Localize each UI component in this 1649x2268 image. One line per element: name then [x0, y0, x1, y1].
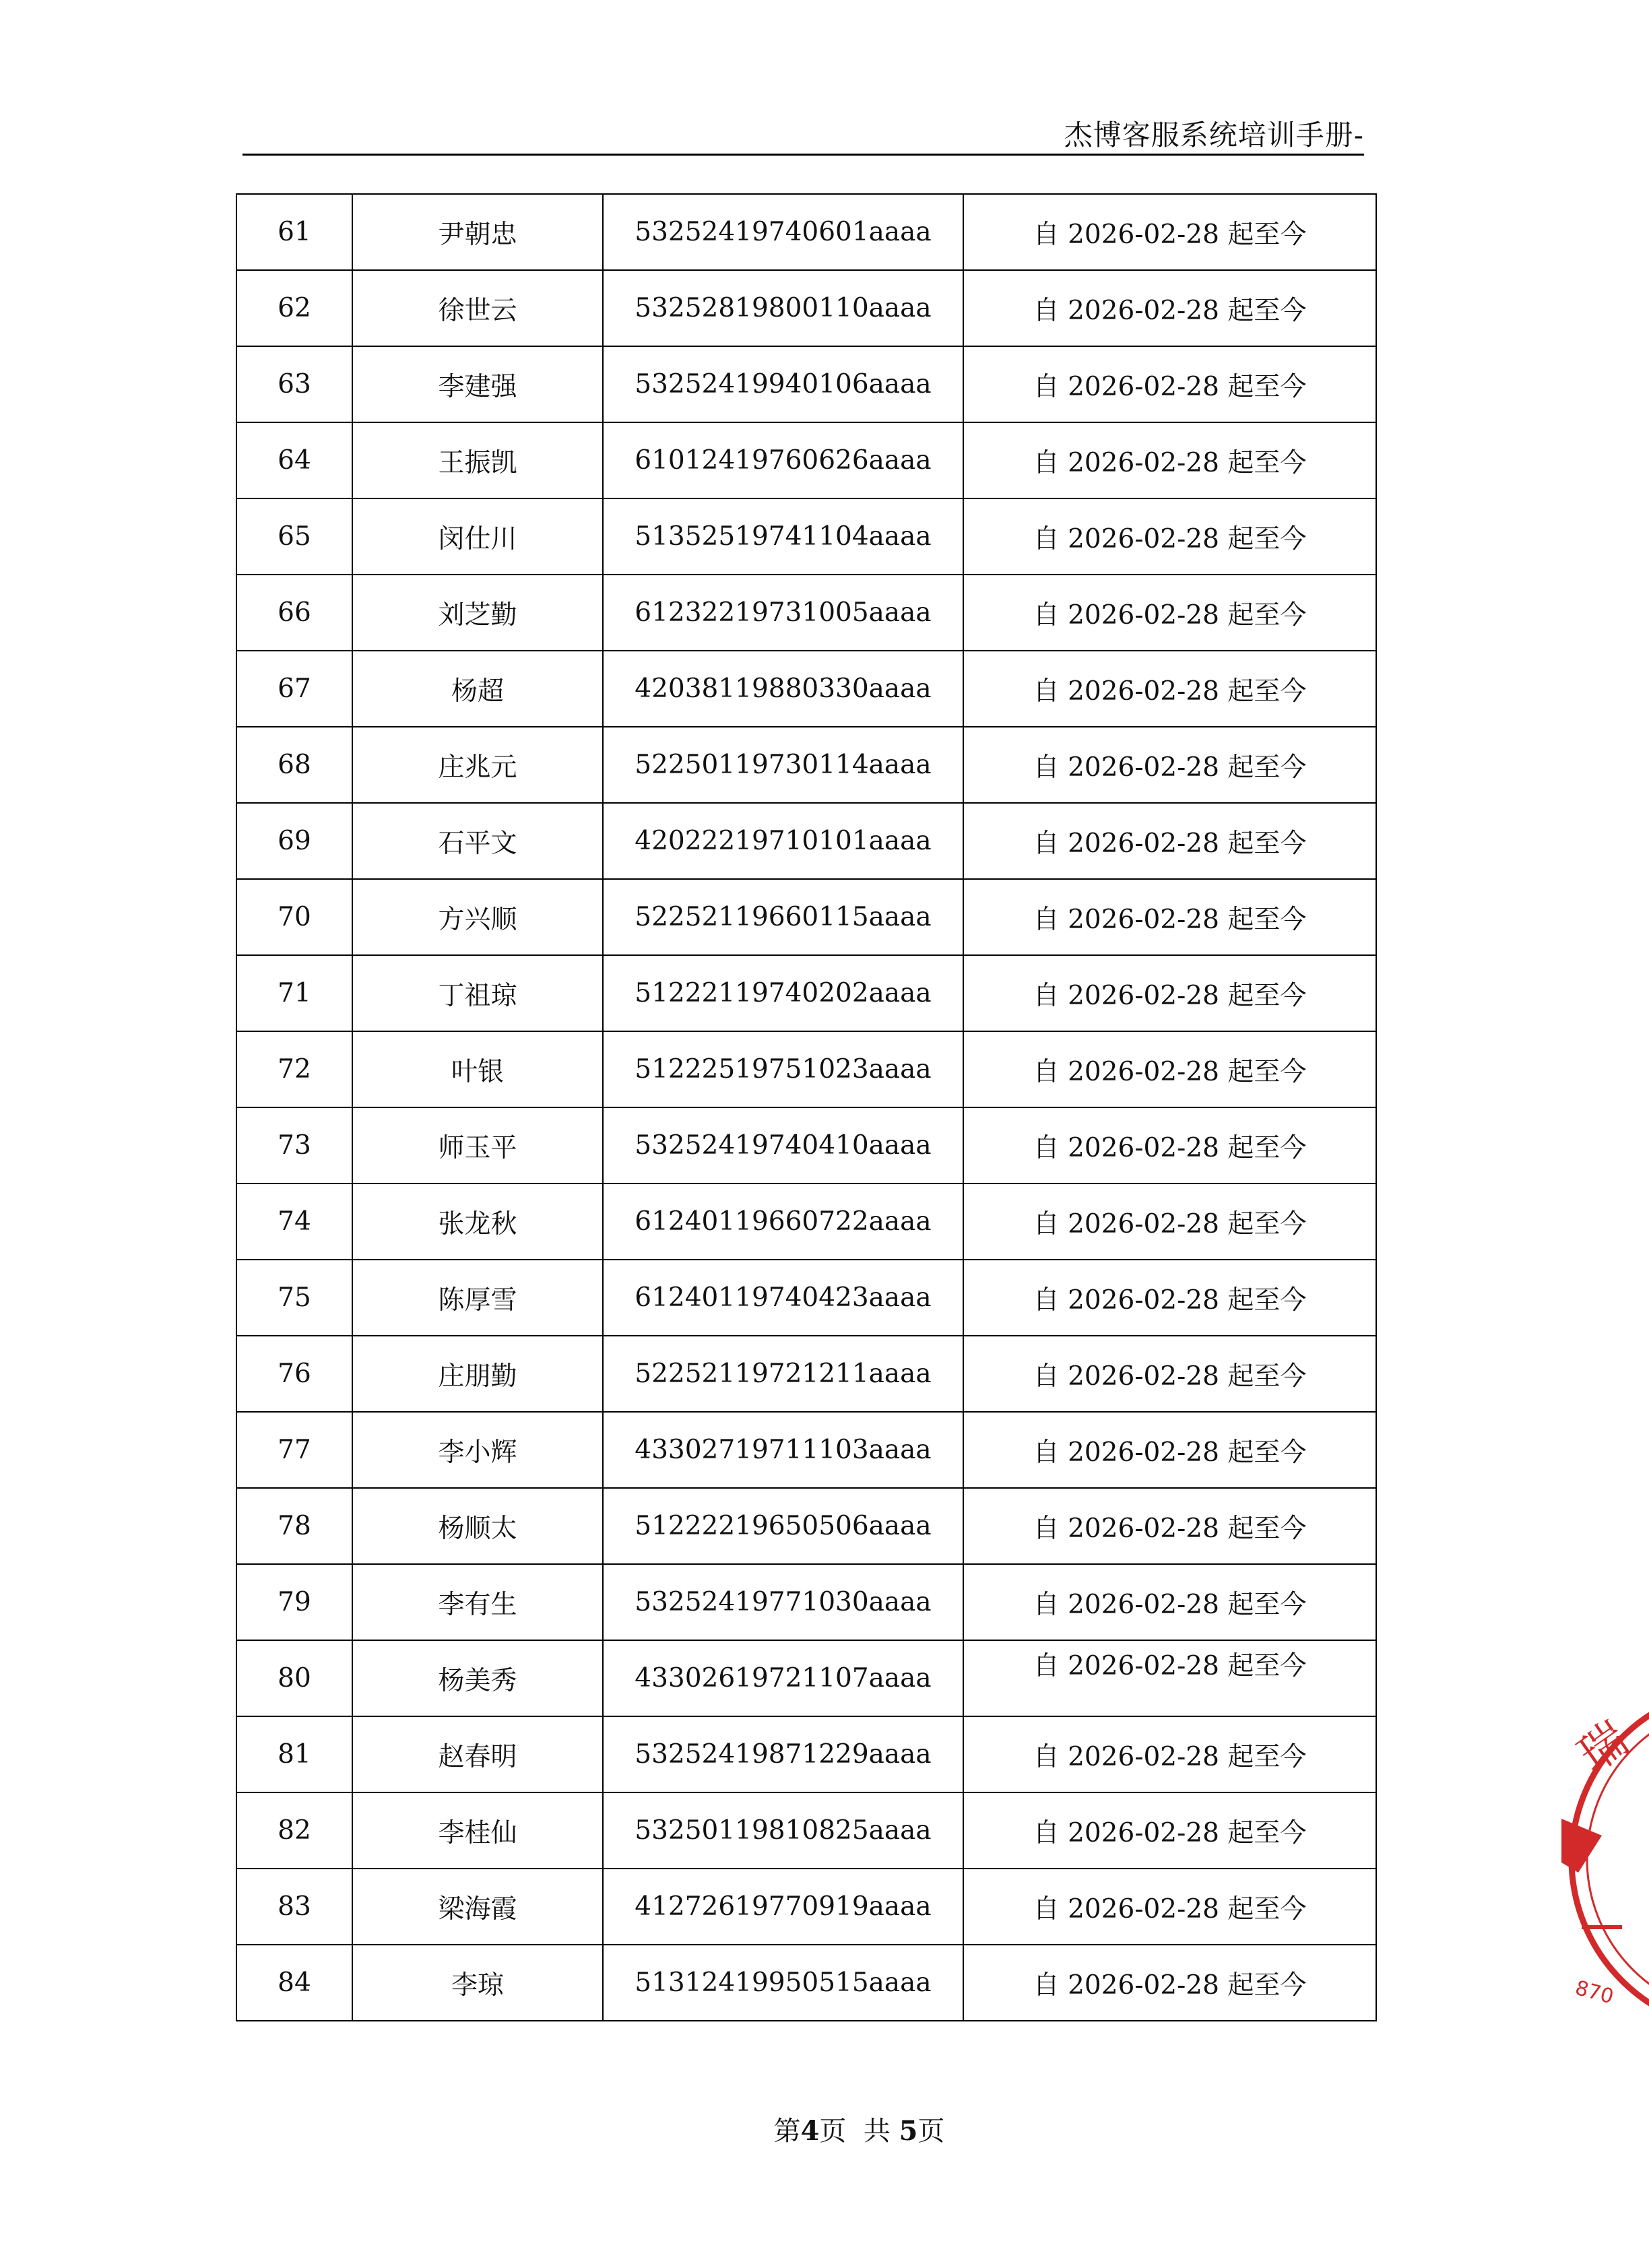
row-index: 79: [236, 1564, 352, 1640]
row-period: 自 2026-02-28 起至今: [963, 270, 1376, 346]
row-period: 自 2026-02-28 起至今: [963, 803, 1376, 879]
row-id-number: 52252119721211aaaa: [603, 1336, 963, 1412]
row-index: 77: [236, 1412, 352, 1488]
row-period: 自 2026-02-28 起至今: [963, 1945, 1376, 2021]
row-index: 76: [236, 1336, 352, 1412]
row-index: 83: [236, 1869, 352, 1945]
page-header: [243, 108, 1364, 156]
row-index: 74: [236, 1184, 352, 1260]
row-name: 李建强: [352, 346, 603, 422]
row-index: 65: [236, 498, 352, 575]
table-row: [236, 1640, 1376, 1716]
table-row: [236, 651, 1376, 727]
roster-table-body: [236, 194, 1376, 2021]
row-id-number: 43302619721107aaaa: [603, 1640, 963, 1716]
footer-total-pages: 5: [899, 2115, 918, 2147]
row-id-number: 41272619770919aaaa: [603, 1869, 963, 1945]
row-index: 64: [236, 422, 352, 498]
row-index: 66: [236, 575, 352, 651]
row-name: 方兴顺: [352, 879, 603, 955]
footer-prefix: 第: [773, 2116, 801, 2147]
row-name: 闵仕川: [352, 498, 603, 575]
row-id-number: 42038119880330aaaa: [603, 651, 963, 727]
header-title: 杰博客服系统培训手册-: [1064, 119, 1364, 152]
row-period: 自 2026-02-28 起至今: [963, 1488, 1376, 1564]
row-name: 张龙秋: [352, 1184, 603, 1260]
row-index: 75: [236, 1260, 352, 1336]
table-row: [236, 803, 1376, 879]
table-row: [236, 498, 1376, 575]
row-period: 自 2026-02-28 起至今: [963, 1107, 1376, 1184]
row-id-number: 53252419740601aaaa: [603, 194, 963, 270]
footer-suffix: 页: [917, 2116, 945, 2147]
row-name: 李琼: [352, 1945, 603, 2021]
table-row: [236, 727, 1376, 803]
table-row: [236, 346, 1376, 422]
row-period: 自 2026-02-28 起至今: [963, 1792, 1376, 1869]
table-row: [236, 194, 1376, 270]
row-name: 李桂仙: [352, 1792, 603, 1869]
roster-table: [236, 193, 1377, 2021]
row-index: 72: [236, 1031, 352, 1107]
row-index: 82: [236, 1792, 352, 1869]
row-name: 庄兆元: [352, 727, 603, 803]
row-period: 自 2026-02-28 起至今: [963, 651, 1376, 727]
row-name: 陈厚雪: [352, 1260, 603, 1336]
row-id-number: 51312419950515aaaa: [603, 1945, 963, 2021]
row-index: 78: [236, 1488, 352, 1564]
row-id-number: 42022219710101aaaa: [603, 803, 963, 879]
row-id-number: 52250119730114aaaa: [603, 727, 963, 803]
row-id-number: 61240119740423aaaa: [603, 1260, 963, 1336]
row-period: 自 2026-02-28 起至今: [963, 575, 1376, 651]
row-name: 尹朝忠: [352, 194, 603, 270]
row-name: 石平文: [352, 803, 603, 879]
table-row: [236, 879, 1376, 955]
row-id-number: 61012419760626aaaa: [603, 422, 963, 498]
row-id-number: 61240119660722aaaa: [603, 1184, 963, 1260]
row-period: 自 2026-02-28 起至今: [963, 727, 1376, 803]
table-row: [236, 1184, 1376, 1260]
row-index: 81: [236, 1716, 352, 1792]
row-index: 80: [236, 1640, 352, 1716]
row-period: 自 2026-02-28 起至今: [963, 1869, 1376, 1945]
row-period: 自 2026-02-28 起至今: [963, 1336, 1376, 1412]
row-name: 刘芝勤: [352, 575, 603, 651]
row-id-number: 53252419871229aaaa: [603, 1716, 963, 1792]
row-name: 师玉平: [352, 1107, 603, 1184]
row-id-number: 53252419740410aaaa: [603, 1107, 963, 1184]
row-name: 李有生: [352, 1564, 603, 1640]
row-index: 70: [236, 879, 352, 955]
table-row: [236, 422, 1376, 498]
row-index: 62: [236, 270, 352, 346]
row-period: 自 2026-02-28 起至今: [963, 346, 1376, 422]
row-id-number: 51222519751023aaaa: [603, 1031, 963, 1107]
row-period-cell: [963, 1640, 1376, 1716]
row-period: 自 2026-02-28 起至今: [963, 1412, 1376, 1488]
row-index: 69: [236, 803, 352, 879]
row-name: 赵春明: [352, 1716, 603, 1792]
row-id-number: 53252819800110aaaa: [603, 270, 963, 346]
row-id-number: 53252419771030aaaa: [603, 1564, 963, 1640]
row-name: 庄朋勤: [352, 1336, 603, 1412]
table-row: [236, 1869, 1376, 1945]
page-footer: [0, 2110, 1604, 2148]
row-period: 自 2026-02-28 起至今: [963, 1184, 1376, 1260]
row-period: 自 2026-02-28 起至今: [963, 1031, 1376, 1107]
row-name: 梁海霞: [352, 1869, 603, 1945]
table-row: [236, 1412, 1376, 1488]
row-index: 67: [236, 651, 352, 727]
table-row: [236, 575, 1376, 651]
row-id-number: 53250119810825aaaa: [603, 1792, 963, 1869]
row-name: 丁祖琼: [352, 955, 603, 1031]
row-name: 王振凯: [352, 422, 603, 498]
footer-mid: 页 共: [819, 2116, 891, 2147]
table-row: [236, 1031, 1376, 1107]
row-period: 自 2026-02-28 起至今: [963, 194, 1376, 270]
row-id-number: 53252419940106aaaa: [603, 346, 963, 422]
table-row: [236, 1792, 1376, 1869]
table-row: [236, 1107, 1376, 1184]
row-period: 自 2026-02-28 起至今: [963, 955, 1376, 1031]
row-period: 自 2026-02-28 起至今: [963, 422, 1376, 498]
row-period: 自 2026-02-28 起至今: [963, 1716, 1376, 1792]
row-name: 杨美秀: [352, 1640, 603, 1716]
table-row: [236, 1945, 1376, 2021]
row-name: 叶银: [352, 1031, 603, 1107]
footer-page-number: 4: [800, 2115, 820, 2147]
row-index: 84: [236, 1945, 352, 2021]
row-period: 自 2026-02-28 起至今: [963, 879, 1376, 955]
seal-text-fragment: 瑞: [1567, 1711, 1638, 1784]
row-period: 自 2026-02-28 起至今: [963, 1260, 1376, 1336]
row-name: 李小辉: [352, 1412, 603, 1488]
table-row: [236, 1716, 1376, 1792]
table-row: [236, 1564, 1376, 1640]
row-id-number: 43302719711103aaaa: [603, 1412, 963, 1488]
seal-stamp-icon: [1561, 1677, 1649, 2041]
row-id-number: 52252119660115aaaa: [603, 879, 963, 955]
row-index: 63: [236, 346, 352, 422]
table-row: [236, 270, 1376, 346]
table-row: [236, 1260, 1376, 1336]
row-name: 杨超: [352, 651, 603, 727]
row-index: 73: [236, 1107, 352, 1184]
table-row: [236, 1488, 1376, 1564]
table-row: [236, 955, 1376, 1031]
row-id-number: 51222219650506aaaa: [603, 1488, 963, 1564]
row-period: 自 2026-02-28 起至今: [963, 1564, 1376, 1640]
seal-digits: 870: [1572, 1976, 1617, 2009]
seal-star-fragment: [1561, 1819, 1602, 1873]
row-id-number: 61232219731005aaaa: [603, 575, 963, 651]
row-index: 71: [236, 955, 352, 1031]
row-index: 61: [236, 194, 352, 270]
row-name: 杨顺太: [352, 1488, 603, 1564]
row-period: 自 2026-02-28 起至今: [963, 498, 1376, 575]
row-index: 68: [236, 727, 352, 803]
row-name: 徐世云: [352, 270, 603, 346]
table-row: [236, 1336, 1376, 1412]
row-id-number: 51222119740202aaaa: [603, 955, 963, 1031]
row-period: 自 2026-02-28 起至今: [1033, 1650, 1307, 1681]
row-id-number: 51352519741104aaaa: [603, 498, 963, 575]
